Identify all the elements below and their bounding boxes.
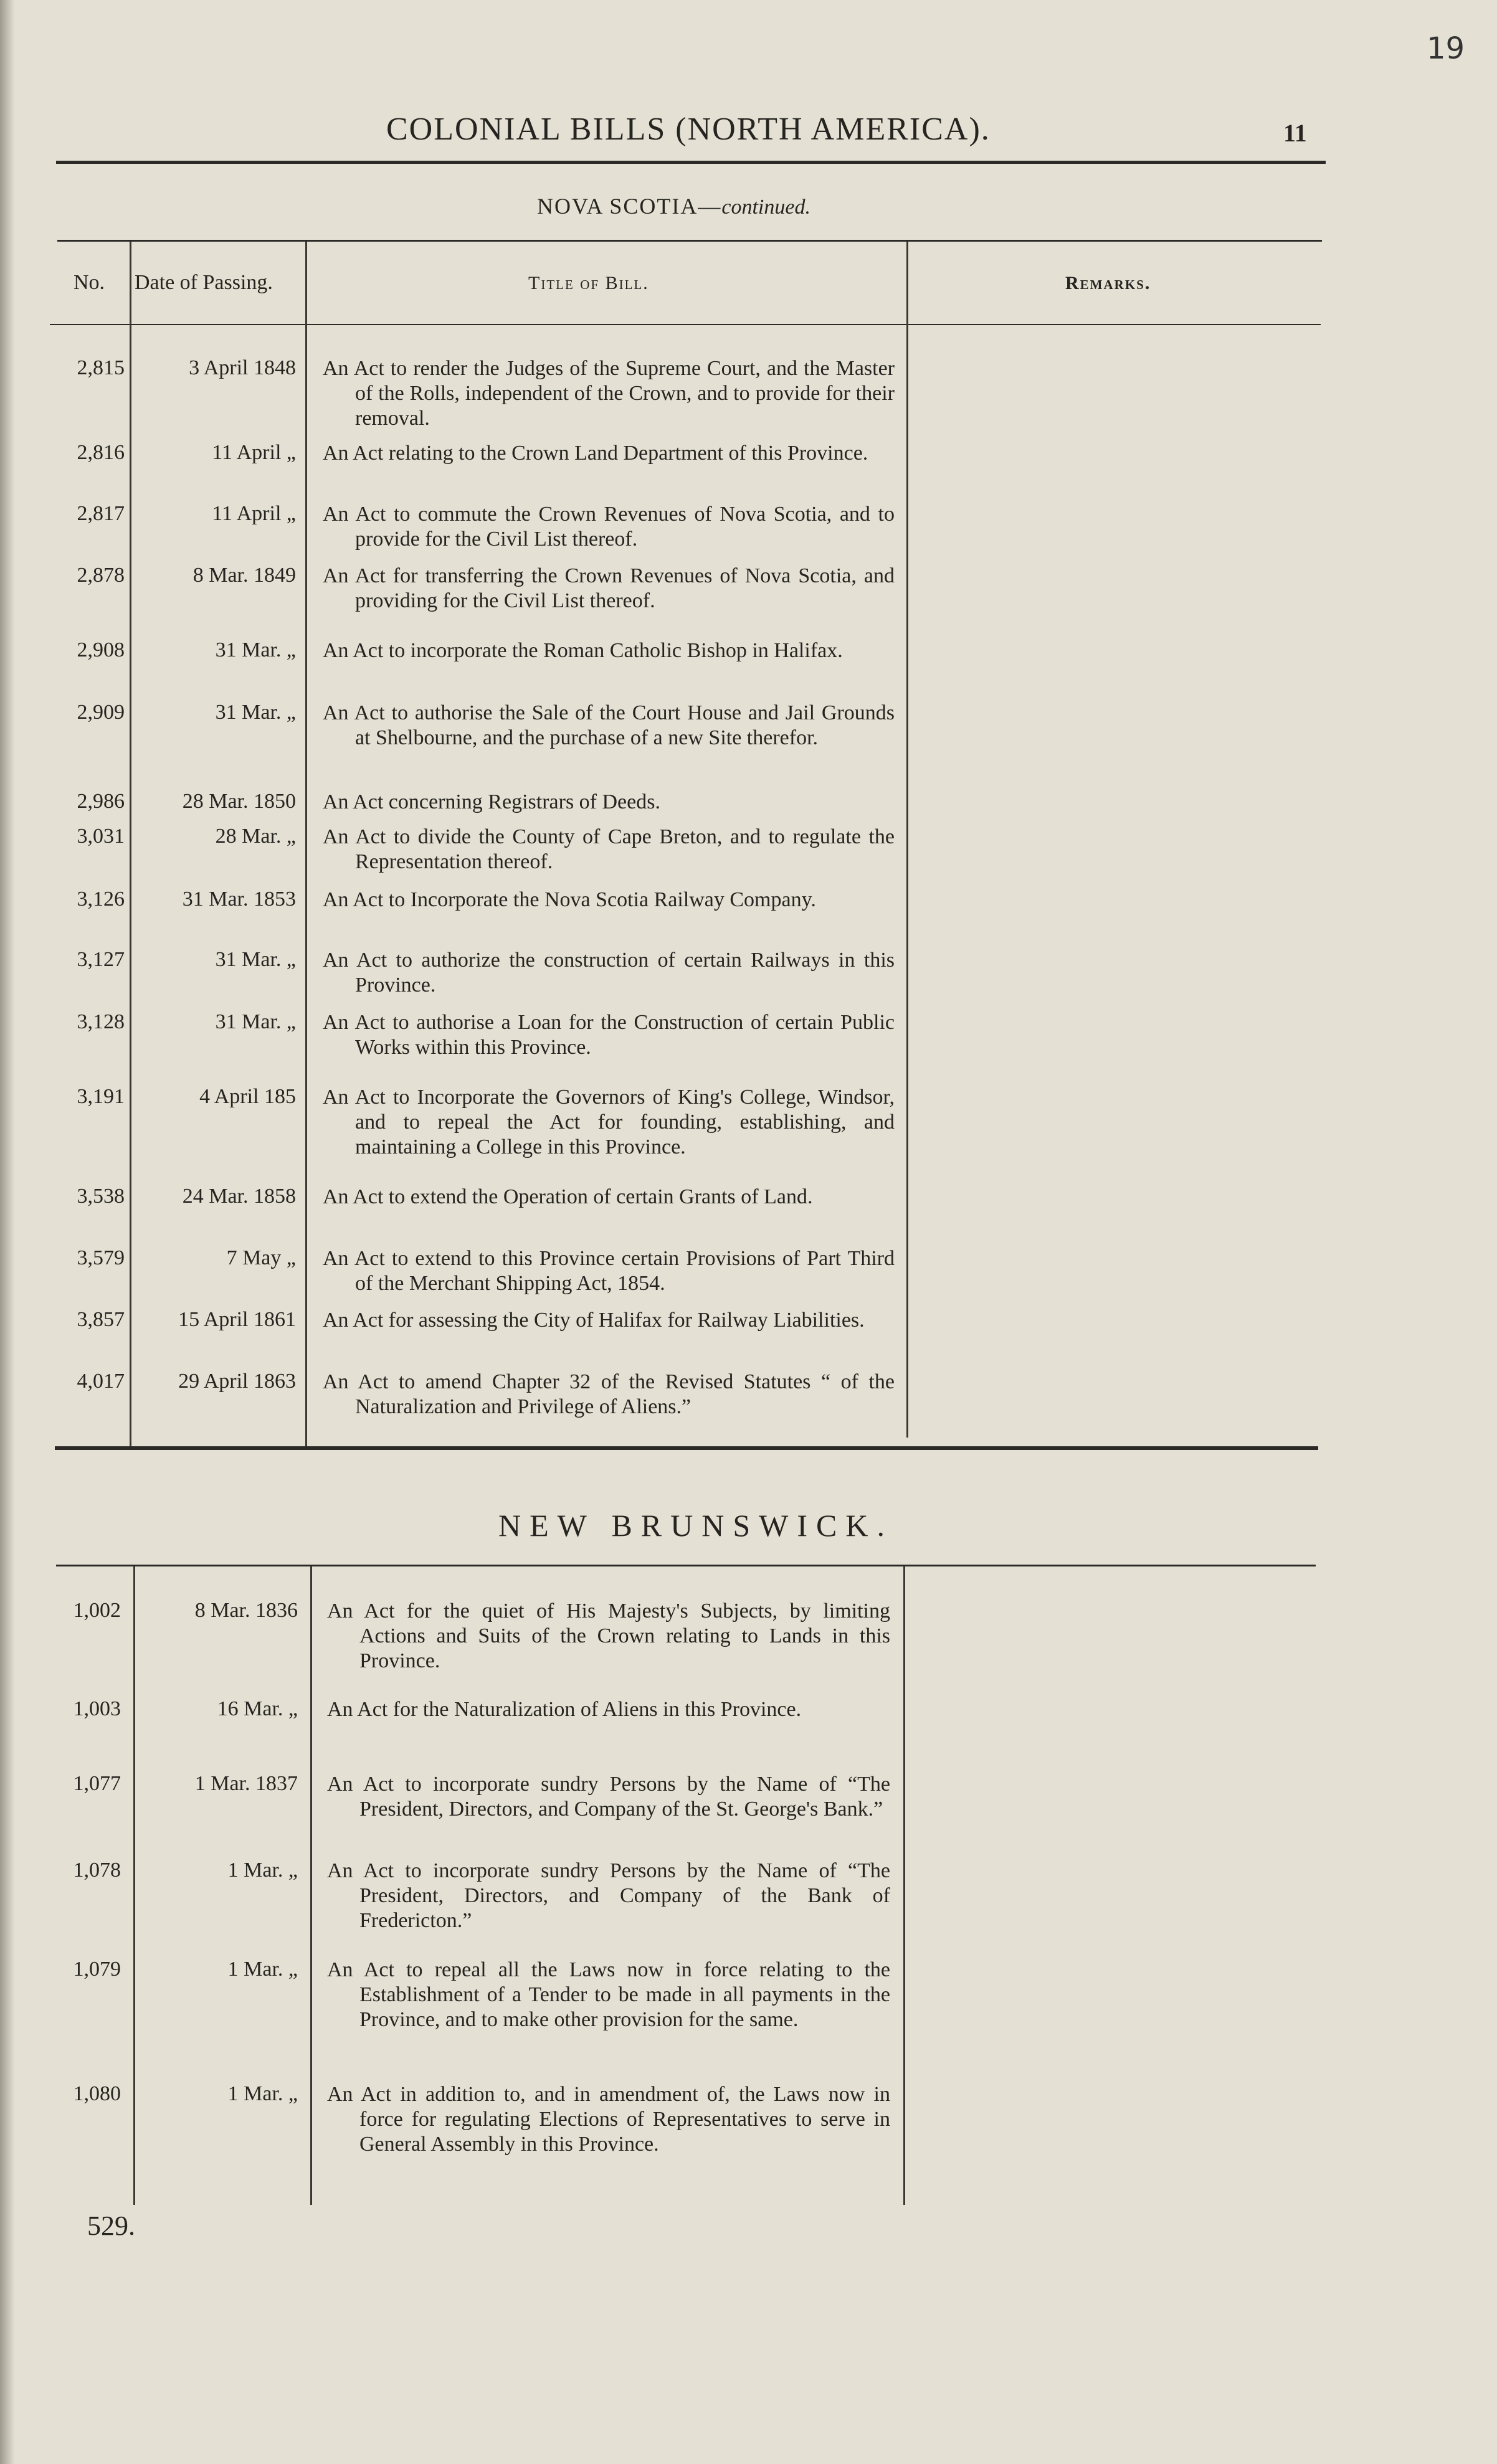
bill-number: 3,128 — [77, 1010, 125, 1033]
column-divider — [305, 242, 307, 1447]
bill-number: 2,986 — [77, 790, 125, 813]
date-of-passing: 24 Mar. 1858 — [182, 1185, 296, 1208]
bill-title: An Act for the quiet of His Majesty's Subjects, by limiting Actions and Suits of the Crown relating to Lands in this Province. — [327, 1599, 890, 1672]
bill-number: 3,857 — [77, 1308, 125, 1331]
bill-number: 2,909 — [77, 701, 125, 724]
bill-number: 1,079 — [73, 1958, 121, 1981]
date-of-passing: 11 April „ — [212, 441, 296, 464]
date-of-passing: 16 Mar. „ — [217, 1697, 298, 1720]
date-of-passing: 3 April 1848 — [189, 356, 296, 379]
bill-title: An Act for assessing the City of Halifax for Railway Liabilities. — [323, 1309, 865, 1332]
date-of-passing: 7 May „ — [226, 1246, 296, 1269]
bill-number: 1,003 — [73, 1697, 121, 1720]
column-divider — [133, 1566, 135, 2205]
bill-number: 3,538 — [77, 1185, 125, 1208]
bill-number: 1,080 — [73, 2082, 121, 2105]
bill-number: 3,579 — [77, 1246, 125, 1269]
column-divider — [903, 1566, 905, 2205]
bill-number: 3,127 — [77, 948, 125, 971]
header-rule — [50, 324, 1321, 325]
date-of-passing: 31 Mar. „ — [215, 1010, 296, 1033]
bill-number: 2,878 — [77, 564, 125, 587]
bill-title: An Act to repeal all the Laws now in force relating to the Establishment of a Tender to be made in all payments in the Province, and to make other provision for the same. — [327, 1958, 890, 2031]
column-header-no: No. — [74, 271, 105, 294]
bill-number: 3,126 — [77, 888, 125, 911]
bill-title: An Act to Incorporate the Governors of King's College, Windsor, and to repeal the Act for founding, establishing, and maintaining a College in this Province. — [323, 1086, 895, 1159]
bill-number: 2,908 — [77, 638, 125, 661]
page-binding-edge — [0, 0, 15, 2464]
bill-number: 3,031 — [77, 825, 125, 848]
page-number: 19 — [1427, 31, 1465, 66]
bill-title: An Act to authorize the construction of certain Railways in this Province. — [323, 949, 895, 997]
nova-scotia-heading — [537, 193, 810, 219]
bill-title: An Act to amend Chapter 32 of the Revised Statutes “ of the Naturalization and Privilege of Aliens.” — [323, 1370, 895, 1418]
bill-title: An Act in addition to, and in amendment of, the Laws now in force for regulating Elections of Representatives to serve in General Assembly in this Province. — [327, 2083, 890, 2156]
date-of-passing: 31 Mar. „ — [215, 701, 296, 724]
date-of-passing: 8 Mar. 1836 — [194, 1599, 298, 1622]
date-of-passing: 1 Mar. 1837 — [194, 1772, 298, 1795]
column-divider — [906, 242, 908, 1438]
date-of-passing: 31 Mar. 1853 — [182, 888, 296, 911]
bill-title: An Act to incorporate sundry Persons by the Name of “The President, Directors, and Company of the St. George's Bank.” — [327, 1773, 890, 1821]
column-header-date: Date of Passing. — [135, 271, 273, 294]
bill-title: An Act concerning Registrars of Deeds. — [323, 790, 660, 813]
date-of-passing: 1 Mar. „ — [227, 1859, 298, 1882]
bill-number: 2,815 — [77, 356, 125, 379]
table-top-rule — [57, 240, 1322, 242]
date-of-passing: 28 Mar. 1850 — [182, 790, 296, 813]
date-of-passing: 29 April 1863 — [178, 1370, 296, 1393]
column-header-remarks-text: Remarks. — [1065, 273, 1151, 293]
bill-title: An Act to incorporate the Roman Catholic Bishop in Halifax. — [323, 639, 843, 662]
bill-title: An Act relating to the Crown Land Department of this Province. — [323, 442, 868, 465]
bill-number: 1,077 — [73, 1772, 121, 1795]
bill-title: An Act to authorise a Loan for the Construction of certain Public Works within this Province. — [323, 1011, 895, 1059]
bill-title: An Act to authorise the Sale of the Court House and Jail Grounds at Shelbourne, and the purchase of a new Site therefor. — [323, 701, 895, 749]
signature-mark: 529. — [87, 2210, 135, 2241]
head-rule — [56, 161, 1326, 164]
column-divider — [310, 1566, 312, 2205]
date-of-passing: 31 Mar. „ — [215, 948, 296, 971]
column-header-remarks — [1065, 273, 1151, 294]
bill-number: 2,817 — [77, 502, 125, 525]
bill-title: An Act to render the Judges of the Supreme Court, and the Master of the Rolls, independent of the Crown, and to provide for their removal. — [323, 357, 895, 430]
bill-title: An Act to commute the Crown Revenues of Nova Scotia, and to provide for the Civil List thereof. — [323, 503, 895, 551]
table-top-rule — [56, 1565, 1316, 1566]
bill-title: An Act for transferring the Crown Revenues of Nova Scotia, and providing for the Civil List thereof. — [323, 564, 895, 612]
date-of-passing: 15 April 1861 — [178, 1308, 296, 1331]
bill-number: 2,816 — [77, 441, 125, 464]
nova-scotia-heading-text: NOVA SCOTIA— — [537, 194, 722, 219]
date-of-passing: 28 Mar. „ — [215, 825, 296, 848]
table-bottom-rule — [55, 1446, 1318, 1450]
date-of-passing: 31 Mar. „ — [215, 638, 296, 661]
date-of-passing: 11 April „ — [212, 502, 296, 525]
new-brunswick-heading: NEW BRUNSWICK. — [498, 1508, 893, 1543]
bill-number: 4,017 — [77, 1370, 125, 1393]
bill-title: An Act to extend the Operation of certain Grants of Land. — [323, 1185, 813, 1208]
bill-number: 1,002 — [73, 1599, 121, 1622]
date-of-passing: 8 Mar. 1849 — [192, 564, 296, 587]
column-header-title: Title of Bill. — [528, 273, 649, 293]
bill-title: An Act to Incorporate the Nova Scotia Railway Company. — [323, 888, 816, 911]
bill-title: An Act to divide the County of Cape Breton, and to regulate the Representation thereof. — [323, 825, 895, 873]
nova-scotia-heading-italic: continued. — [721, 196, 810, 219]
bill-title: An Act for the Naturalization of Aliens in this Province. — [327, 1698, 802, 1721]
running-head: COLONIAL BILLS (NORTH AMERICA). — [386, 111, 991, 147]
date-of-passing: 1 Mar. „ — [227, 1958, 298, 1981]
bill-title: An Act to extend to this Province certain Provisions of Part Third of the Merchant Shipping Act, 1854. — [323, 1247, 895, 1295]
date-of-passing: 4 April 185 — [199, 1085, 296, 1108]
bill-number: 1,078 — [73, 1859, 121, 1882]
folio-number: 11 — [1283, 119, 1307, 147]
date-of-passing: 1 Mar. „ — [227, 2082, 298, 2105]
bill-title: An Act to incorporate sundry Persons by the Name of “The President, Directors, and Company of the Bank of Fredericton.” — [327, 1859, 890, 1932]
bill-number: 3,191 — [77, 1085, 125, 1108]
